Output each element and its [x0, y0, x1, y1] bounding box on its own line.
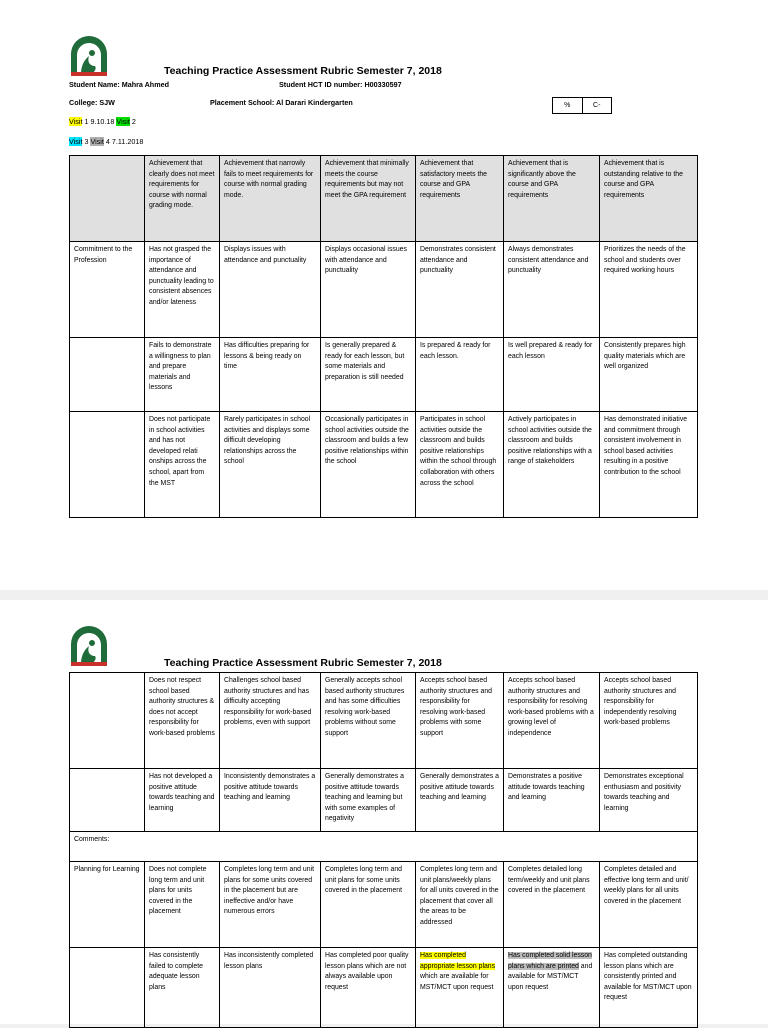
grade-letter: C- — [593, 102, 601, 109]
grade-percent: % — [553, 98, 583, 113]
row-label — [70, 769, 145, 832]
table-cell: Accepts school based authority structures and responsibility for independently resolving work-based problems — [600, 673, 698, 769]
visit-1-label: Visit — [69, 117, 83, 126]
student-id: Student HCT ID number: H00330597 — [279, 80, 402, 89]
table-cell — [504, 948, 600, 1028]
table-cell: Does not complete long term and unit plans for units covered in the placement — [145, 862, 220, 948]
table-cell: Achievement that clearly does not meet requirements for course with normal grading mode. — [145, 156, 220, 242]
table-cell: Fails to demonstrate a willingness to plan and prepare materials and lessons — [145, 338, 220, 412]
table-cell: Has difficulties preparing for lessons & being ready on time — [220, 338, 321, 412]
table-cell: Prioritizes the needs of the school and students over required working hours — [600, 242, 698, 338]
document-title: Teaching Practice Assessment Rubric Semester 7, 2018 — [164, 657, 442, 669]
table-cell: Is prepared & ready for each lesson. — [416, 338, 504, 412]
visit-3-text: 3 — [82, 137, 91, 146]
student-name: Student Name: Mahra Ahmed — [69, 80, 169, 89]
college-logo — [68, 36, 110, 76]
college-logo — [68, 626, 110, 666]
document-title: Teaching Practice Assessment Rubric Semester 7, 2018 — [164, 65, 442, 77]
table-row — [70, 948, 698, 1028]
table-row — [70, 769, 698, 832]
table-cell: Has completed outstanding lesson plans which are consistently printed and available for MST/MCT upon request — [600, 948, 698, 1028]
row-label — [70, 338, 145, 412]
table-cell: Inconsistently demonstrates a positive attitude towards teaching and learning — [220, 769, 321, 832]
placement-school: Placement School: Al Darari Kindergarten — [210, 98, 353, 107]
table-cell: Does not respect school based authority structures & does not accept responsibility for work-based problems — [145, 673, 220, 769]
cell-text: and available for MST/MCT upon request — [508, 962, 593, 991]
table-cell: Challenges school based authority structures and has difficulty accepting responsibility for work-based problems, even with support — [220, 673, 321, 769]
table-cell: Accepts school based authority structures and responsibility for resolving work-based problems with a growing level of independence — [504, 673, 600, 769]
table-cell: Displays issues with attendance and punctuality — [220, 242, 321, 338]
cell-text: which are available for MST/MCT upon request — [420, 973, 494, 991]
visit-1-date: 1 9.10.18 — [82, 117, 117, 126]
table-row — [70, 862, 698, 948]
table-row — [70, 338, 698, 412]
table-cell: Completes long term and unit plans for some units covered in the placement — [321, 862, 416, 948]
table-cell: Has consistently failed to complete adequate lesson plans — [145, 948, 220, 1028]
row-label — [70, 948, 145, 1028]
table-cell: Has inconsistently completed lesson plans — [220, 948, 321, 1028]
table-cell: Has completed poor quality lesson plans which are not always available upon request — [321, 948, 416, 1028]
college: College: SJW — [69, 98, 115, 107]
table-row — [70, 412, 698, 518]
table-cell: Has not developed a positive attitude towards teaching and learning — [145, 769, 220, 832]
table-cell: Rarely participates in school activities and displays some difficult developing relationships across the school — [220, 412, 321, 518]
table-cell: Is well prepared & ready for each lesson — [504, 338, 600, 412]
table-cell: Does not participate in school activities and has not developed relati onships across the school, apart from the MST — [145, 412, 220, 518]
table-cell: Completes detailed and effective long term and unit/ weekly plans for all units covered in the placement — [600, 862, 698, 948]
row-label: Planning for Learning — [70, 862, 145, 948]
table-cell — [416, 948, 504, 1028]
highlighted-text: Has completed appropriate lesson plans — [420, 952, 496, 970]
table-cell: Actively participates in school activities outside the classroom and builds positive relationships with a range of stakeholders — [504, 412, 600, 518]
visits-line-2 — [69, 137, 143, 146]
row-label: Commitment to the Profession — [70, 242, 145, 338]
table-cell: Achievement that narrowly fails to meet requirements for course with normal grading mode. — [220, 156, 321, 242]
rubric-table-page-2 — [69, 672, 698, 1028]
table-cell: Accepts school based authority structures and responsibility for resolving work-based problems with some support — [416, 673, 504, 769]
table-cell: Achievement that is outstanding relative to the course and GPA requirements — [600, 156, 698, 242]
table-cell: Has demonstrated initiative and commitment through consistent involvement in school based activities resulting in a positive contribution to the school — [600, 412, 698, 518]
comments-label: Comments: — [70, 832, 698, 862]
table-row — [70, 156, 698, 242]
table-cell: Completes detailed long term/weekly and unit plans covered in the placement — [504, 862, 600, 948]
grade-box — [552, 97, 612, 114]
table-cell: Is generally prepared & ready for each lesson, but some materials and preparation is still needed — [321, 338, 416, 412]
comments-row — [70, 832, 698, 862]
table-row — [70, 242, 698, 338]
table-cell: Generally accepts school based authority structures and has some difficulties resolving work-based problems without some support — [321, 673, 416, 769]
visit-2-label: Visit — [116, 117, 130, 126]
table-cell: Achievement that satisfactory meets the course and GPA requirements — [416, 156, 504, 242]
row-label — [70, 673, 145, 769]
table-cell: Demonstrates consistent attendance and punctuality — [416, 242, 504, 338]
table-cell: Demonstrates exceptional enthusiasm and positivity towards teaching and learning — [600, 769, 698, 832]
table-cell: Completes long term and unit plans/weekly plans for all units covered in the placement that cover all the areas to be addressed — [416, 862, 504, 948]
visit-3-label: Visit — [69, 137, 83, 146]
table-cell: Has not grasped the importance of attendance and punctuality leading to consistent absences and/or lateness — [145, 242, 220, 338]
table-cell: Participates in school activities outside the classroom and builds positive relationships within the school through collaboration with others across the school — [416, 412, 504, 518]
table-cell: Achievement that is significantly above the course and GPA requirements — [504, 156, 600, 242]
table-cell: Occasionally participates in school activities outside the classroom and builds a few positive relationships within the school — [321, 412, 416, 518]
row-label — [70, 412, 145, 518]
table-row — [70, 673, 698, 769]
visit-2-text: 2 — [129, 117, 136, 126]
table-cell: Generally demonstrates a positive attitude towards teaching and learning but with some examples of negativity — [321, 769, 416, 832]
table-cell: Demonstrates a positive attitude towards teaching and learning — [504, 769, 600, 832]
visit-4-label: Visit — [90, 137, 104, 146]
table-cell: Achievement that minimally meets the course requirements but may not meet the GPA requirement — [321, 156, 416, 242]
table-cell — [70, 156, 145, 242]
table-cell: Completes long term and unit plans for some units covered in the placement but are ineffective and/or have numerous errors — [220, 862, 321, 948]
rubric-table-page-1 — [69, 155, 698, 518]
visit-4-date: 4 7.11.2018 — [103, 137, 144, 146]
page-2 — [0, 600, 768, 1024]
table-cell: Always demonstrates consistent attendance and punctuality — [504, 242, 600, 338]
table-cell: Consistently prepares high quality materials which are well organized — [600, 338, 698, 412]
visits-line-1 — [69, 117, 136, 126]
table-cell: Displays occasional issues with attendance and punctuality — [321, 242, 416, 338]
highlighted-text: Has completed solid lesson plans which are printed — [508, 952, 592, 970]
table-cell: Generally demonstrates a positive attitude towards teaching and learning — [416, 769, 504, 832]
